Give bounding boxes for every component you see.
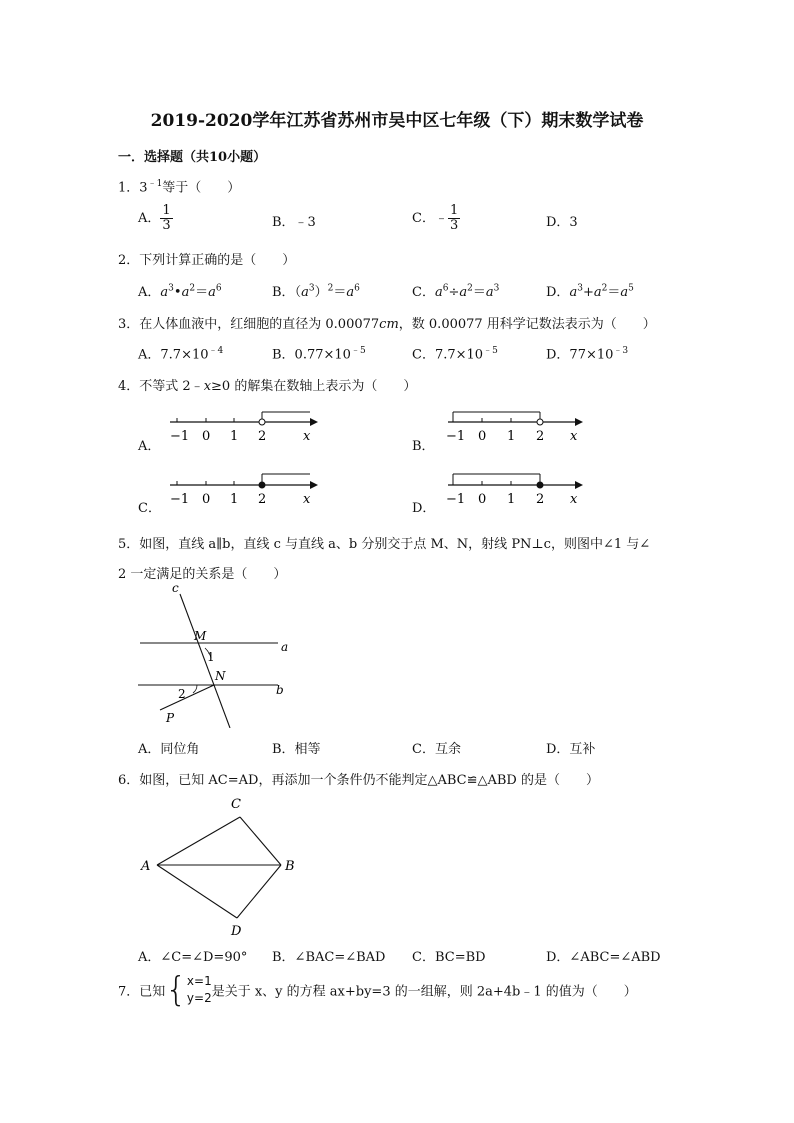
- label-d: D: [231, 924, 242, 939]
- question-5-line-2: 2 一定满足的关系是（ ）: [118, 567, 287, 582]
- tick-label: 1: [230, 492, 239, 507]
- question-1: [118, 176, 240, 195]
- q3-option-d: [546, 343, 628, 362]
- segment-ad: [157, 865, 237, 918]
- numerator: 1: [162, 203, 171, 218]
- question-3: [118, 313, 656, 332]
- option-label: C．7.7×10: [412, 347, 484, 363]
- tick-label: −1: [446, 429, 466, 444]
- page-title: 2019-2020学年江苏省苏州市吴中区七年级（下）期末数学试卷: [150, 111, 644, 131]
- option-label: C．﹣: [412, 211, 448, 226]
- number-line-a: [160, 404, 330, 450]
- numerator: 1: [449, 203, 459, 218]
- label-angle-2: 2: [178, 687, 186, 701]
- option-label: B．: [272, 285, 295, 300]
- q3-option-c: [412, 343, 498, 362]
- exponent: ﹣5: [350, 346, 366, 356]
- fraction: [160, 204, 172, 233]
- tick-label: −1: [446, 492, 466, 507]
- q1-option-c: [412, 204, 460, 233]
- question-number: 1．: [118, 180, 140, 196]
- denominator: 3: [162, 218, 171, 233]
- segment-ac: [157, 817, 240, 865]
- q3-post: ，数 0.00077 用科学记数法表示为（ ）: [398, 317, 656, 332]
- tick-label: −1: [170, 429, 190, 444]
- tick-label: 1: [230, 429, 239, 444]
- exponent: ﹣3: [613, 346, 629, 356]
- q1-exponent: ﹣1: [147, 179, 163, 189]
- arrow-head: [310, 418, 318, 426]
- q1-option-d: D．3: [546, 215, 578, 230]
- tick-label: 2: [536, 492, 545, 507]
- question-2: 2．下列计算正确的是（ ）: [118, 253, 296, 268]
- equation-system: [187, 973, 212, 1007]
- q4-label-d: D．: [412, 501, 436, 516]
- tick-label: 1: [507, 492, 516, 507]
- parallel-lines-figure: [130, 580, 300, 728]
- tick-label: 0: [478, 429, 487, 444]
- q4-pre: 4．不等式 2﹣: [118, 379, 204, 394]
- tick-label: 0: [202, 429, 211, 444]
- q2-option-d: D．$a^3+a^2=a^5$: [546, 283, 634, 300]
- number-line-c: [160, 467, 330, 513]
- line-c: [180, 594, 230, 728]
- label-b: B: [285, 859, 295, 874]
- angle-2-arc: [193, 685, 197, 693]
- tick-label: −1: [170, 492, 190, 507]
- q7-pre: 7．已知: [118, 984, 166, 1000]
- open-point: [537, 419, 543, 425]
- solid-point: [537, 482, 543, 488]
- label-m: M: [194, 629, 207, 643]
- q5-option-c: C．互余: [412, 742, 461, 757]
- segment-db: [237, 865, 281, 918]
- question-4: [118, 375, 416, 394]
- q5-option-d: D．互补: [546, 742, 596, 757]
- tick-label: 2: [258, 492, 267, 507]
- q6-option-b: B．∠BAC=∠BAD: [272, 950, 386, 965]
- equation-1: x=1: [186, 974, 212, 988]
- q1-base: 3: [139, 180, 148, 196]
- label-c: C: [231, 797, 241, 812]
- fraction: [448, 204, 460, 233]
- question-7: [118, 970, 637, 1010]
- ray-pn: [160, 685, 214, 710]
- q1-option-b: B．﹣3: [272, 215, 316, 230]
- q4-post: ≥0 的解集在数轴上表示为（ ）: [211, 379, 417, 394]
- option-label: C．: [412, 285, 435, 300]
- q6-option-d: D．∠ABC=∠ABD: [546, 950, 661, 965]
- q3-pre: 3．在人体血液中，红细胞的直径为 0.00077: [118, 317, 380, 332]
- axis-variable: x: [303, 492, 311, 507]
- open-point: [259, 419, 265, 425]
- exponent: ﹣5: [483, 346, 498, 356]
- label-angle-1: 1: [207, 650, 215, 664]
- q7-post: 是关于 x、y 的方程 ax+by=3 的一组解，则 2a+4b﹣1 的值为（ ）: [211, 984, 637, 1000]
- arrow-head: [310, 481, 318, 489]
- left-brace: {: [165, 970, 187, 1010]
- q3-option-a: [138, 343, 223, 362]
- axis-variable: x: [570, 429, 578, 444]
- arrow-head: [575, 481, 583, 489]
- arrow-head: [575, 418, 583, 426]
- label-n: N: [215, 669, 226, 683]
- tick-label: 0: [202, 492, 211, 507]
- tick-label: 1: [507, 429, 516, 444]
- q6-option-a: A．∠C=∠D=90°: [138, 950, 248, 965]
- question-5-line-1: 5．如图，直线 a∥b，直线 c 与直线 a、b 分别交于点 M、N，射线 PN⊥c，则图中∠1 与∠: [118, 537, 651, 552]
- option-label: A．: [138, 211, 161, 226]
- equation-2: y=2: [186, 991, 212, 1005]
- denominator: 3: [449, 218, 459, 233]
- tick-label: 0: [478, 492, 487, 507]
- q1-tail: 等于（ ）: [162, 180, 241, 196]
- q5-option-a: A．同位角: [138, 742, 200, 757]
- label-a: a: [281, 640, 289, 654]
- exponent: ﹣4: [208, 346, 224, 356]
- label-c: c: [172, 581, 179, 595]
- q3-unit: cm: [379, 317, 399, 332]
- q2-option-a: A．$a^3•a^2=a^6$: [138, 283, 222, 300]
- option-label: D．77×10: [546, 347, 614, 363]
- q5-option-b: B．相等: [272, 742, 321, 757]
- axis-variable: x: [303, 429, 311, 444]
- q4-label-b: B．: [412, 439, 435, 454]
- option-label: B．0.77×10: [272, 347, 351, 363]
- solid-point: [259, 482, 265, 488]
- number-line-d: [440, 467, 610, 513]
- number-line-b: [440, 404, 610, 450]
- q4-label-c: C．: [138, 501, 161, 516]
- label-b: b: [276, 683, 284, 697]
- axis-variable: x: [570, 492, 578, 507]
- q2-option-c: C．$a^6\div a^2=a^3$: [412, 283, 500, 300]
- q1-option-a: [138, 204, 173, 233]
- section-heading: 一．选择题（共10小题）: [118, 150, 267, 165]
- q4-label-a: A．: [138, 439, 161, 454]
- q6-option-c: C．BC=BD: [412, 950, 486, 965]
- label-p: P: [166, 711, 175, 725]
- option-label: A．7.7×10: [138, 347, 209, 363]
- segment-cb: [240, 817, 281, 865]
- label-a: A: [141, 859, 151, 874]
- triangle-figure: [135, 790, 305, 940]
- q4-var: x: [203, 379, 212, 394]
- question-6: 6．如图，已知 AC=AD，再添加一个条件仍不能判定△ABC≌△ABD 的是（ ）: [118, 773, 599, 788]
- q3-option-b: [272, 343, 366, 362]
- tick-label: 2: [536, 429, 545, 444]
- option-label: A．: [138, 285, 161, 300]
- q2-option-b: B．$(a^3)^2=a^6$: [272, 283, 360, 300]
- tick-label: 2: [258, 429, 267, 444]
- option-label: D．: [546, 285, 570, 300]
